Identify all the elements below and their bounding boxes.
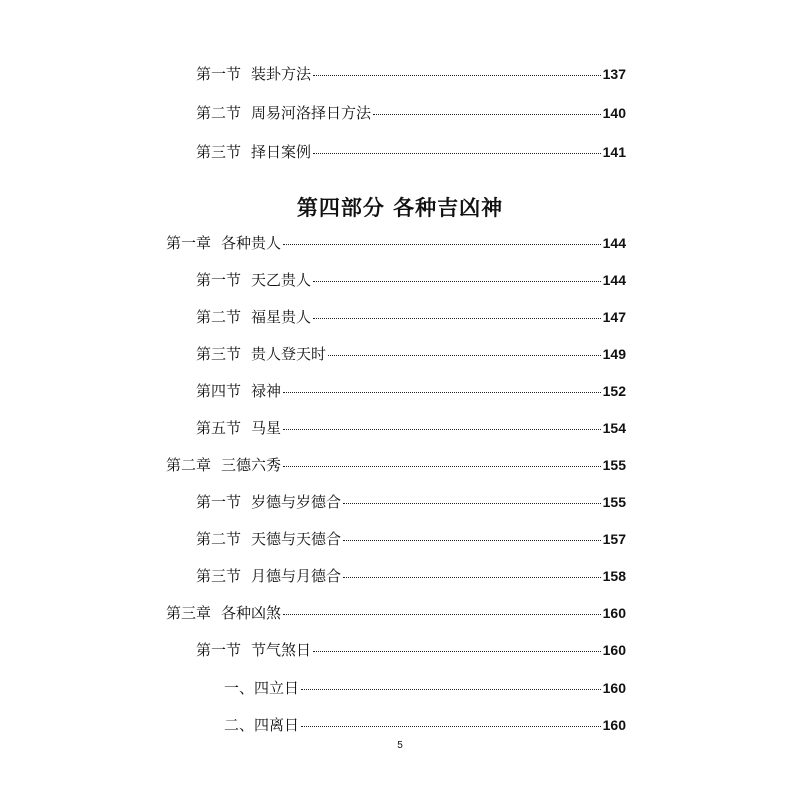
- toc-entry-label: [166, 603, 281, 623]
- toc-entry-number: 一、: [224, 679, 255, 697]
- toc-entry-label: [196, 142, 311, 162]
- toc-entry-section: [196, 381, 626, 401]
- dot-leader: [283, 614, 601, 615]
- part-title: 第四部分 各种吉凶神: [296, 196, 504, 220]
- toc-entry-page: 155: [602, 457, 626, 473]
- toc-entry-chapter: [166, 455, 626, 475]
- toc-entry-chapter: [166, 603, 626, 623]
- toc-entry-number: 第三节: [196, 567, 242, 585]
- toc-entry-page: 149: [602, 346, 626, 362]
- dot-leader: [283, 429, 601, 430]
- toc-entry-number: 第二节: [196, 530, 242, 548]
- page-number: 5: [397, 740, 403, 751]
- toc-entry-number: 第一节: [196, 271, 242, 289]
- dot-leader: [301, 689, 601, 690]
- toc-entry-title: 马星: [251, 419, 282, 437]
- toc-entry-page: 147: [602, 309, 626, 325]
- dot-leader: [313, 281, 601, 282]
- toc-entry-title: 三德六秀: [221, 456, 282, 474]
- toc-entry-section: [196, 492, 626, 512]
- toc-entry-section: [196, 64, 626, 84]
- dot-leader: [313, 651, 601, 652]
- toc-entry-number: 第一节: [196, 641, 242, 659]
- toc-entry-section: [196, 142, 626, 162]
- toc-entry-subsection: [224, 678, 626, 698]
- toc-entry-page: 141: [602, 144, 626, 160]
- toc-entry-label: [196, 381, 281, 401]
- toc-entry-number: 第一节: [196, 493, 242, 511]
- toc-entry-title: 装卦方法: [251, 65, 312, 83]
- toc-entry-title: 禄神: [251, 382, 282, 400]
- toc-entry-section: [196, 418, 626, 438]
- toc-entry-label: [196, 103, 371, 123]
- dot-leader: [283, 244, 601, 245]
- toc-entry-title: 周易河洛择日方法: [251, 104, 372, 122]
- dot-leader: [343, 577, 601, 578]
- toc-entry-subsection: [224, 715, 626, 735]
- toc-entry-page: 160: [602, 680, 626, 696]
- toc-entry-title: 岁德与岁德合: [251, 493, 342, 511]
- toc-entry-label: [166, 233, 281, 253]
- toc-entry-page: 160: [602, 717, 626, 733]
- toc-entry-section: [196, 566, 626, 586]
- toc-entry-page: 152: [602, 383, 626, 399]
- toc-entry-number: 第一节: [196, 65, 242, 83]
- toc-entry-section: [196, 640, 626, 660]
- toc-entry-title: 四离日: [254, 716, 300, 734]
- toc-entry-title: 月德与月德合: [251, 567, 342, 585]
- toc-entry-title: 天乙贵人: [251, 271, 312, 289]
- toc-entry-page: 144: [602, 272, 626, 288]
- dot-leader: [313, 153, 601, 154]
- toc-entry-page: 158: [602, 568, 626, 584]
- toc-entry-number: 第二节: [196, 308, 242, 326]
- toc-entry-title: 四立日: [254, 679, 300, 697]
- toc-entry-label: [196, 566, 341, 586]
- toc-entry-number: 二、: [224, 716, 255, 734]
- toc-entry-number: 第三节: [196, 345, 242, 363]
- dot-leader: [373, 114, 601, 115]
- dot-leader: [313, 318, 601, 319]
- toc-entry-label: [196, 344, 326, 364]
- toc-entry-number: 第一章: [166, 234, 212, 252]
- toc-entry-label: [196, 529, 341, 549]
- toc-entry-section: [196, 307, 626, 327]
- toc-entry-number: 第三章: [166, 604, 212, 622]
- toc-entry-title: 贵人登天时: [251, 345, 327, 363]
- toc-entry-label: [224, 715, 299, 735]
- toc-entry-title: 节气煞日: [251, 641, 312, 659]
- toc-entry-section: [196, 529, 626, 549]
- toc-entry-page: 155: [602, 494, 626, 510]
- dot-leader: [301, 726, 601, 727]
- toc-entry-chapter: [166, 233, 626, 253]
- toc-entry-page: 140: [602, 105, 626, 121]
- dot-leader: [283, 466, 601, 467]
- toc-entry-title: 福星贵人: [251, 308, 312, 326]
- toc-entry-section: [196, 344, 626, 364]
- toc-entry-page: 137: [602, 66, 626, 82]
- toc-entry-page: 144: [602, 235, 626, 251]
- toc-entry-title: 各种凶煞: [221, 604, 282, 622]
- toc-entry-page: 154: [602, 420, 626, 436]
- toc-entry-label: [196, 307, 311, 327]
- toc-entry-label: [224, 678, 299, 698]
- toc-entry-label: [196, 418, 281, 438]
- toc-entry-title: 天德与天德合: [251, 530, 342, 548]
- toc-entry-section: [196, 270, 626, 290]
- dot-leader: [328, 355, 601, 356]
- toc-entry-section: [196, 103, 626, 123]
- dot-leader: [343, 503, 601, 504]
- dot-leader: [313, 75, 601, 76]
- toc-entry-label: [166, 455, 281, 475]
- toc-entry-label: [196, 64, 311, 84]
- dot-leader: [283, 392, 601, 393]
- toc-entry-number: 第三节: [196, 143, 242, 161]
- dot-leader: [343, 540, 601, 541]
- toc-entry-page: 157: [602, 531, 626, 547]
- toc-entry-label: [196, 270, 311, 290]
- toc-entry-label: [196, 492, 341, 512]
- toc-entry-number: 第二章: [166, 456, 212, 474]
- toc-entry-page: 160: [602, 605, 626, 621]
- toc-entry-number: 第五节: [196, 419, 242, 437]
- toc-entry-number: 第四节: [196, 382, 242, 400]
- toc-entry-number: 第二节: [196, 104, 242, 122]
- toc-entry-page: 160: [602, 642, 626, 658]
- toc-entry-title: 各种贵人: [221, 234, 282, 252]
- toc-entry-label: [196, 640, 311, 660]
- toc-entry-title: 择日案例: [251, 143, 312, 161]
